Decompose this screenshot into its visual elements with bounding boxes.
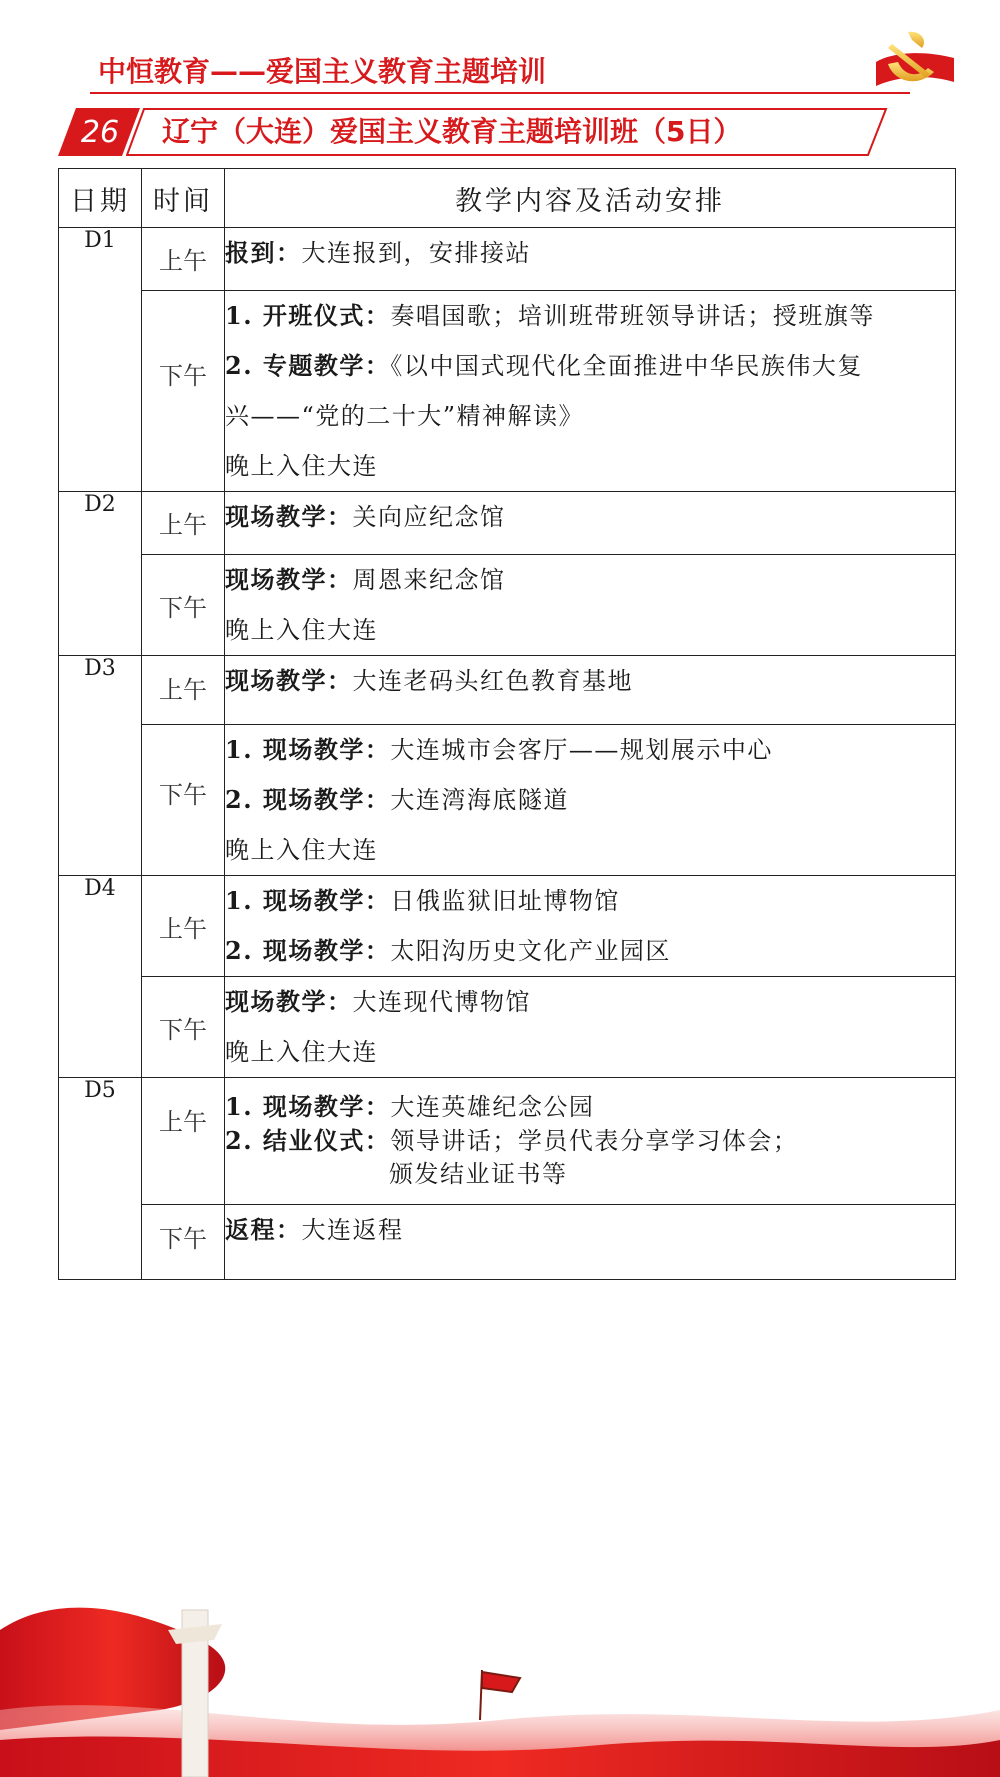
- content-cell: 现场教学：大连老码头红色教育基地: [225, 656, 956, 725]
- course-title-bar: [58, 108, 888, 156]
- content-cell: 返程：大连返程: [225, 1205, 956, 1280]
- huabiao-red-flag-banner: [0, 1590, 1000, 1777]
- table-row: [59, 876, 956, 977]
- table-row: [59, 228, 956, 291]
- header-day: 日期: [59, 169, 142, 228]
- party-emblem-icon: [868, 22, 958, 94]
- content-cell: 1. 开班仪式：奏唱国歌；培训班带班领导讲话；授班旗等 2. 专题教学：《以中国式现代化全面推进中华民族伟大复 兴——“党的二十大”精神解读》 晚上入住大连: [225, 291, 956, 492]
- content-cell: 1. 现场教学：大连城市会客厅——规划展示中心 2. 现场教学：大连湾海底隧道 晚上入住大连: [225, 725, 956, 876]
- day-label: D3: [59, 656, 142, 876]
- time-label: 上午: [159, 676, 207, 704]
- course-number: 26: [80, 115, 120, 150]
- header-divider: [90, 92, 910, 94]
- content-cell: 现场教学：周恩来纪念馆 晚上入住大连: [225, 555, 956, 656]
- header-content: 教学内容及活动安排: [225, 169, 956, 228]
- table-row: [59, 977, 956, 1078]
- table-row: [59, 1078, 956, 1205]
- page-header-title: 中恒教育——爱国主义教育主题培训: [98, 55, 547, 88]
- table-header-row: [59, 169, 956, 228]
- content-cell: 现场教学：关向应纪念馆: [225, 492, 956, 555]
- course-title: 辽宁（大连）爱国主义教育主题培训班（5日）: [162, 115, 742, 148]
- day-label: D1: [59, 228, 142, 492]
- content-cell: 现场教学：大连现代博物馆 晚上入住大连: [225, 977, 956, 1078]
- table-row: [59, 725, 956, 876]
- day-label: D4: [59, 876, 142, 1078]
- time-label: 上午: [159, 247, 207, 275]
- table-row: [59, 492, 956, 555]
- time-label: 上午: [159, 1108, 207, 1136]
- table-row: [59, 1205, 956, 1280]
- header-time: 时间: [142, 169, 225, 228]
- table-row: [59, 291, 956, 492]
- content-cell: 报到：大连报到，安排接站: [225, 228, 956, 291]
- content-cell: 1. 现场教学：日俄监狱旧址博物馆 2. 现场教学：太阳沟历史文化产业园区: [225, 876, 956, 977]
- time-label: 上午: [159, 511, 207, 539]
- time-label: 下午: [159, 1225, 207, 1253]
- table-row: [59, 555, 956, 656]
- table-row: [59, 656, 956, 725]
- time-label: 上午: [159, 915, 207, 943]
- schedule-table: [58, 168, 956, 1280]
- content-cell: 1. 现场教学：大连英雄纪念公园 2. 结业仪式：领导讲话；学员代表分享学习体会； 颁发结业证书等: [225, 1078, 956, 1205]
- time-label: 下午: [159, 594, 207, 622]
- day-label: D2: [59, 492, 142, 656]
- time-label: 下午: [159, 781, 207, 809]
- day-label: D5: [59, 1078, 142, 1280]
- time-label: 下午: [159, 362, 207, 390]
- time-label: 下午: [159, 1016, 207, 1044]
